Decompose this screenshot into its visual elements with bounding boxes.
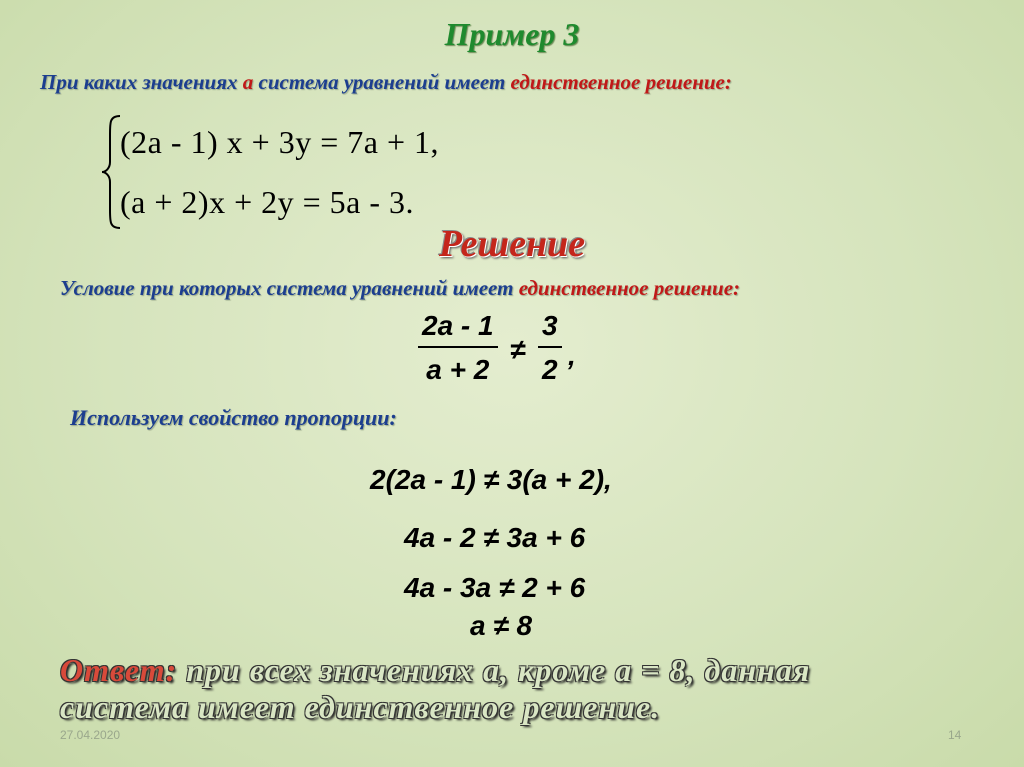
footer-page-number: 14 bbox=[948, 728, 962, 742]
answer-line-1 bbox=[60, 652, 810, 689]
fraction-right-numerator: 3 bbox=[538, 310, 562, 348]
step-2: 4a - 2 ≠ 3a + 6 bbox=[404, 522, 586, 553]
condition-highlight: единственное решение: bbox=[518, 276, 741, 300]
fraction-left-denominator: a + 2 bbox=[426, 354, 490, 385]
answer-block bbox=[60, 652, 810, 726]
equation-1: (2a - 1) x + 3y = 7a + 1, bbox=[120, 124, 440, 160]
fraction-left bbox=[418, 310, 498, 386]
question-part1: При каких значениях bbox=[40, 70, 243, 94]
question-variable: а bbox=[242, 70, 254, 94]
fraction-right bbox=[538, 310, 562, 386]
condition-part1: Условие при которых система уравнений имеет bbox=[60, 276, 519, 300]
question-text bbox=[40, 70, 732, 95]
inequality-comma: , bbox=[568, 340, 576, 371]
fraction-left-numerator: 2a - 1 bbox=[418, 310, 498, 348]
footer-date: 27.04.2020 bbox=[60, 728, 121, 742]
answer-label: Ответ: bbox=[60, 652, 178, 688]
step-3: 4a - 3a ≠ 2 + 6 bbox=[404, 572, 586, 603]
step-1: 2(2a - 1) ≠ 3(a + 2), bbox=[370, 464, 612, 495]
condition-text bbox=[60, 276, 740, 301]
question-part2: система уравнений имеет bbox=[253, 70, 511, 94]
solution-heading: Решение bbox=[438, 223, 586, 265]
inequality-sign: ≠ bbox=[510, 334, 526, 365]
slide-title: Пример 3 bbox=[444, 16, 580, 52]
proportion-text: Используем свойство пропорции: bbox=[70, 405, 397, 430]
step-4: a ≠ 8 bbox=[470, 610, 533, 641]
equation-2: (a + 2)x + 2y = 5a - 3. bbox=[120, 184, 415, 220]
fraction-right-denominator: 2 bbox=[542, 354, 558, 385]
answer-text-1: при всех значениях а, кроме а = 8, данная bbox=[177, 652, 811, 688]
system-brace-icon bbox=[100, 114, 122, 230]
question-highlight: единственное решение: bbox=[510, 70, 732, 94]
answer-line-2: система имеет единственное решение. bbox=[60, 689, 661, 725]
